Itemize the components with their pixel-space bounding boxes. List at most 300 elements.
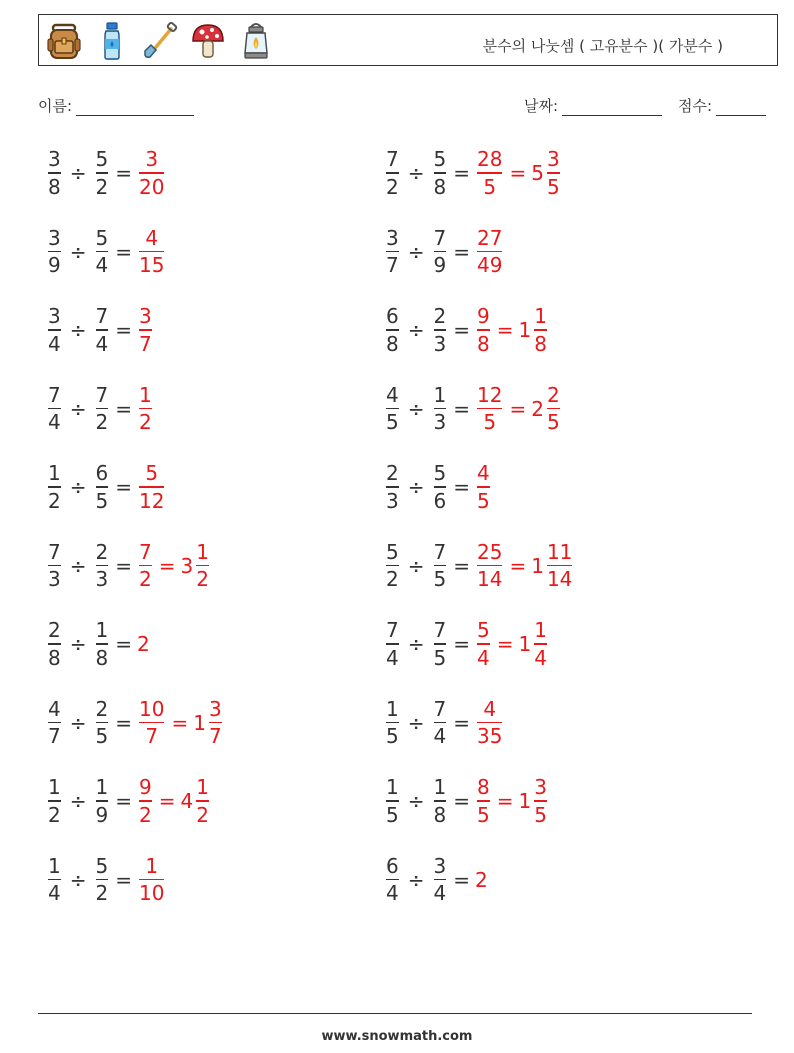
fraction-bar bbox=[534, 329, 547, 331]
numerator: 1 bbox=[433, 775, 447, 800]
header-box bbox=[38, 14, 778, 66]
divide-sign: ÷ bbox=[407, 789, 425, 813]
mixed-fraction bbox=[547, 540, 572, 592]
problem-item bbox=[384, 534, 574, 598]
numerator: 4 bbox=[386, 382, 399, 407]
dividend-fraction bbox=[48, 461, 61, 513]
denominator: 7 bbox=[139, 331, 152, 356]
equals-sign: = bbox=[453, 396, 470, 421]
lantern-icon bbox=[237, 21, 275, 61]
problem-item bbox=[46, 455, 166, 519]
equals-sign: = bbox=[453, 553, 470, 578]
dividend-fraction bbox=[48, 618, 61, 670]
fraction-bar bbox=[196, 565, 209, 567]
numerator: 3 bbox=[208, 696, 222, 721]
fraction-bar bbox=[96, 879, 109, 881]
answer-fraction bbox=[139, 461, 164, 513]
denominator: 8 bbox=[433, 174, 447, 199]
denominator: 5 bbox=[95, 488, 109, 513]
dividend-fraction bbox=[386, 697, 399, 749]
equals-sign: = bbox=[115, 867, 132, 892]
shovel-icon bbox=[141, 21, 179, 61]
fraction-bar bbox=[48, 486, 61, 488]
numerator: 9 bbox=[477, 304, 490, 329]
dividend-fraction bbox=[48, 147, 61, 199]
fraction-bar bbox=[477, 251, 502, 253]
fraction-bar bbox=[48, 172, 61, 174]
fraction-bar bbox=[139, 486, 164, 488]
fraction-bar bbox=[477, 486, 490, 488]
answer-fraction bbox=[477, 540, 502, 592]
denominator: 5 bbox=[477, 802, 490, 827]
equals-sign: = bbox=[496, 632, 514, 656]
denominator: 4 bbox=[477, 645, 490, 670]
answer-fraction bbox=[139, 383, 152, 435]
divisor-fraction bbox=[434, 697, 447, 749]
fraction-bar bbox=[48, 251, 61, 253]
fraction-bar bbox=[209, 722, 222, 724]
problem-item bbox=[384, 377, 562, 441]
numerator: 5 bbox=[145, 461, 159, 486]
fraction-bar bbox=[386, 408, 399, 410]
divide-sign: ÷ bbox=[407, 867, 425, 892]
denominator: 7 bbox=[208, 724, 222, 749]
numerator: 5 bbox=[95, 853, 109, 878]
answer-fraction bbox=[139, 304, 152, 356]
fraction-bar bbox=[477, 172, 502, 174]
denominator: 2 bbox=[386, 174, 399, 199]
numerator: 3 bbox=[139, 304, 152, 329]
answer bbox=[475, 383, 562, 435]
fraction-bar bbox=[434, 172, 447, 174]
numerator: 27 bbox=[477, 225, 503, 250]
denominator: 5 bbox=[433, 567, 447, 592]
equals-sign: = bbox=[509, 161, 527, 185]
answer-whole: 2 bbox=[137, 632, 150, 656]
fraction-bar bbox=[477, 643, 490, 645]
equals-sign: = bbox=[115, 632, 132, 656]
numerator: 5 bbox=[433, 147, 447, 172]
divisor-fraction bbox=[434, 383, 447, 435]
denominator: 5 bbox=[386, 802, 399, 827]
equals-sign: = bbox=[115, 239, 132, 264]
numerator: 4 bbox=[48, 696, 61, 721]
numerator: 6 bbox=[386, 853, 399, 878]
mushroom-icon bbox=[189, 21, 227, 61]
denominator: 5 bbox=[477, 488, 490, 513]
dividend-fraction bbox=[48, 226, 61, 278]
numerator: 5 bbox=[95, 225, 109, 250]
fraction-bar bbox=[386, 251, 399, 253]
denominator: 2 bbox=[95, 410, 109, 435]
denominator: 4 bbox=[433, 724, 447, 749]
dividend-fraction bbox=[48, 383, 61, 435]
denominator: 5 bbox=[433, 645, 447, 670]
numerator: 6 bbox=[95, 461, 109, 486]
answer-fraction bbox=[477, 461, 490, 513]
numerator: 1 bbox=[196, 775, 209, 800]
denominator: 8 bbox=[48, 645, 61, 670]
mixed-whole: 2 bbox=[531, 396, 544, 421]
denominator: 5 bbox=[534, 802, 547, 827]
divide-sign: ÷ bbox=[69, 710, 87, 735]
divisor-fraction bbox=[96, 147, 109, 199]
numerator: 3 bbox=[48, 225, 61, 250]
problem-item bbox=[384, 612, 549, 676]
denominator: 9 bbox=[48, 253, 61, 278]
fraction-bar bbox=[386, 722, 399, 724]
answer bbox=[137, 854, 166, 906]
equals-sign: = bbox=[453, 867, 470, 892]
fraction-bar bbox=[48, 643, 61, 645]
numerator: 2 bbox=[48, 618, 61, 643]
numerator: 1 bbox=[139, 382, 152, 407]
mixed-whole: 1 bbox=[518, 789, 532, 813]
denominator: 9 bbox=[433, 253, 447, 278]
numerator: 1 bbox=[95, 775, 109, 800]
divide-sign: ÷ bbox=[407, 710, 425, 735]
numerator: 9 bbox=[139, 775, 152, 800]
numerator: 5 bbox=[95, 147, 109, 172]
equals-sign: = bbox=[453, 239, 470, 264]
equals-sign: = bbox=[509, 396, 527, 421]
denominator: 4 bbox=[386, 645, 399, 670]
answer-fraction bbox=[477, 697, 502, 749]
mixed-fraction bbox=[209, 697, 222, 749]
denominator: 49 bbox=[477, 253, 503, 278]
mixed-whole: 1 bbox=[518, 318, 532, 342]
fraction-bar bbox=[139, 408, 152, 410]
fraction-bar bbox=[139, 565, 152, 567]
fraction-bar bbox=[434, 800, 447, 802]
numerator: 25 bbox=[477, 539, 503, 564]
dividend-fraction bbox=[386, 147, 399, 199]
numerator: 1 bbox=[386, 696, 399, 721]
denominator: 8 bbox=[95, 645, 109, 670]
fraction-bar bbox=[434, 408, 447, 410]
divisor-fraction bbox=[96, 383, 109, 435]
fraction-bar bbox=[48, 879, 61, 881]
numerator: 4 bbox=[477, 461, 490, 486]
divisor-fraction bbox=[434, 226, 447, 278]
numerator: 4 bbox=[145, 225, 159, 250]
fraction-bar bbox=[48, 565, 61, 567]
numerator: 3 bbox=[534, 775, 547, 800]
problem-item bbox=[384, 848, 488, 912]
denominator: 8 bbox=[477, 331, 490, 356]
mixed-whole: 1 bbox=[193, 710, 206, 735]
mixed-whole: 3 bbox=[180, 553, 194, 578]
numerator: 7 bbox=[48, 382, 61, 407]
numerator: 1 bbox=[48, 853, 61, 878]
numerator: 10 bbox=[139, 696, 165, 721]
numerator: 12 bbox=[477, 382, 503, 407]
numerator: 2 bbox=[95, 539, 109, 564]
dividend-fraction bbox=[386, 304, 399, 356]
mixed-fraction bbox=[534, 618, 547, 670]
mixed-fraction bbox=[534, 775, 547, 827]
divisor-fraction bbox=[96, 618, 109, 670]
denominator: 2 bbox=[139, 567, 152, 592]
divisor-fraction bbox=[434, 461, 447, 513]
answer-fraction bbox=[477, 618, 490, 670]
divide-sign: ÷ bbox=[69, 632, 87, 656]
divide-sign: ÷ bbox=[69, 789, 87, 813]
divide-sign: ÷ bbox=[407, 396, 425, 421]
fraction-bar bbox=[48, 722, 61, 724]
answer bbox=[137, 775, 211, 827]
fraction-bar bbox=[48, 329, 61, 331]
answer bbox=[475, 697, 504, 749]
denominator: 9 bbox=[95, 802, 109, 827]
answer bbox=[475, 226, 504, 278]
equals-sign: = bbox=[509, 553, 527, 578]
problem-item bbox=[46, 612, 150, 676]
dividend-fraction bbox=[48, 775, 61, 827]
numerator: 7 bbox=[433, 539, 447, 564]
fraction-bar bbox=[434, 486, 447, 488]
numerator: 2 bbox=[546, 382, 560, 407]
answer bbox=[137, 632, 150, 656]
fraction-bar bbox=[48, 800, 61, 802]
denominator: 3 bbox=[433, 410, 447, 435]
equals-sign: = bbox=[453, 789, 470, 813]
answer bbox=[137, 697, 224, 749]
answer-fraction bbox=[477, 775, 490, 827]
denominator: 4 bbox=[534, 645, 547, 670]
fraction-bar bbox=[386, 329, 399, 331]
water-bottle-icon bbox=[93, 21, 131, 61]
problem-item bbox=[384, 691, 504, 755]
numerator: 5 bbox=[433, 461, 447, 486]
score-blank bbox=[716, 101, 766, 116]
denominator: 12 bbox=[139, 488, 165, 513]
answer-whole: 2 bbox=[475, 867, 488, 892]
numerator: 1 bbox=[534, 618, 547, 643]
fraction-bar bbox=[139, 172, 164, 174]
numerator: 7 bbox=[95, 382, 109, 407]
answer bbox=[475, 304, 549, 356]
denominator: 2 bbox=[196, 802, 209, 827]
numerator: 1 bbox=[534, 304, 547, 329]
fraction-bar bbox=[96, 800, 109, 802]
numerator: 1 bbox=[95, 618, 109, 643]
fraction-bar bbox=[139, 722, 164, 724]
denominator: 7 bbox=[48, 724, 61, 749]
numerator: 7 bbox=[433, 225, 447, 250]
dividend-fraction bbox=[386, 383, 399, 435]
fraction-bar bbox=[96, 486, 109, 488]
divisor-fraction bbox=[96, 854, 109, 906]
answer-fraction bbox=[139, 697, 164, 749]
dividend-fraction bbox=[48, 854, 61, 906]
date-label: 날짜: bbox=[524, 97, 559, 115]
denominator: 5 bbox=[546, 174, 560, 199]
numerator: 2 bbox=[433, 304, 447, 329]
divisor-fraction bbox=[96, 540, 109, 592]
denominator: 20 bbox=[139, 174, 165, 199]
numerator: 3 bbox=[48, 147, 61, 172]
denominator: 8 bbox=[386, 331, 399, 356]
divisor-fraction bbox=[96, 226, 109, 278]
answer bbox=[137, 461, 166, 513]
name-label: 이름: bbox=[38, 97, 73, 115]
denominator: 7 bbox=[145, 724, 159, 749]
divisor-fraction bbox=[96, 775, 109, 827]
divide-sign: ÷ bbox=[407, 318, 425, 342]
mixed-fraction bbox=[547, 147, 560, 199]
numerator: 11 bbox=[546, 539, 573, 564]
divide-sign: ÷ bbox=[407, 161, 425, 185]
dividend-fraction bbox=[386, 461, 399, 513]
denominator: 4 bbox=[48, 331, 61, 356]
dividend-fraction bbox=[386, 775, 399, 827]
equals-sign: = bbox=[453, 161, 470, 185]
fraction-bar bbox=[386, 565, 399, 567]
denominator: 8 bbox=[48, 174, 61, 199]
numerator: 1 bbox=[386, 775, 399, 800]
fraction-bar bbox=[139, 800, 152, 802]
mixed-fraction bbox=[196, 540, 209, 592]
numerator: 1 bbox=[145, 853, 159, 878]
denominator: 3 bbox=[95, 567, 109, 592]
divisor-fraction bbox=[434, 540, 447, 592]
equals-sign: = bbox=[115, 396, 132, 421]
name-blank bbox=[76, 101, 194, 116]
problem-item bbox=[46, 377, 154, 441]
denominator: 2 bbox=[48, 488, 61, 513]
fraction-bar bbox=[477, 800, 490, 802]
equals-sign: = bbox=[496, 789, 514, 813]
fraction-bar bbox=[96, 251, 109, 253]
divide-sign: ÷ bbox=[407, 553, 425, 578]
header-icons bbox=[45, 19, 275, 63]
numerator: 1 bbox=[196, 539, 209, 564]
equals-sign: = bbox=[453, 475, 470, 499]
fraction-bar bbox=[386, 172, 399, 174]
numerator: 7 bbox=[139, 539, 152, 564]
fraction-bar bbox=[96, 643, 109, 645]
divide-sign: ÷ bbox=[407, 475, 425, 499]
fraction-bar bbox=[139, 879, 164, 881]
fraction-bar bbox=[48, 408, 61, 410]
answer bbox=[137, 304, 154, 356]
divisor-fraction bbox=[96, 697, 109, 749]
divisor-fraction bbox=[434, 147, 447, 199]
divide-sign: ÷ bbox=[69, 475, 87, 499]
date-blank bbox=[562, 101, 662, 116]
denominator: 2 bbox=[95, 881, 109, 906]
backpack-icon bbox=[45, 21, 83, 61]
fraction-bar bbox=[139, 329, 152, 331]
denominator: 4 bbox=[386, 881, 399, 906]
worksheet-title: 분수의 나눗셈 ( 고유분수 )( 가분수 ) bbox=[482, 37, 723, 55]
numerator: 7 bbox=[433, 696, 447, 721]
fraction-bar bbox=[386, 486, 399, 488]
divide-sign: ÷ bbox=[69, 161, 87, 185]
fraction-bar bbox=[196, 800, 209, 802]
mixed-fraction bbox=[196, 775, 209, 827]
denominator: 3 bbox=[48, 567, 61, 592]
denominator: 5 bbox=[95, 724, 109, 749]
mixed-whole: 1 bbox=[531, 553, 544, 578]
divide-sign: ÷ bbox=[69, 318, 87, 342]
problem-item bbox=[384, 769, 549, 833]
problem-item bbox=[46, 220, 166, 284]
denominator: 14 bbox=[477, 567, 503, 592]
denominator: 2 bbox=[386, 567, 399, 592]
equals-sign: = bbox=[158, 553, 176, 578]
fraction-bar bbox=[434, 722, 447, 724]
equals-sign: = bbox=[171, 710, 189, 735]
divide-sign: ÷ bbox=[69, 396, 87, 421]
denominator: 4 bbox=[95, 331, 109, 356]
equals-sign: = bbox=[115, 710, 132, 735]
denominator: 4 bbox=[48, 410, 61, 435]
fraction-bar bbox=[96, 172, 109, 174]
problem-item bbox=[46, 298, 154, 362]
denominator: 5 bbox=[483, 174, 497, 199]
denominator: 2 bbox=[48, 802, 61, 827]
answer bbox=[475, 775, 549, 827]
numerator: 8 bbox=[477, 775, 490, 800]
date-field bbox=[524, 95, 662, 116]
answer bbox=[475, 461, 492, 513]
fraction-bar bbox=[434, 251, 447, 253]
denominator: 5 bbox=[386, 410, 399, 435]
fraction-bar bbox=[386, 643, 399, 645]
fraction-bar bbox=[96, 329, 109, 331]
answer-fraction bbox=[139, 226, 164, 278]
answer bbox=[475, 618, 549, 670]
fraction-bar bbox=[534, 643, 547, 645]
answer-fraction bbox=[139, 540, 152, 592]
fraction-bar bbox=[547, 408, 560, 410]
mixed-whole: 1 bbox=[518, 632, 532, 656]
dividend-fraction bbox=[48, 304, 61, 356]
answer-fraction bbox=[477, 304, 490, 356]
score-field bbox=[678, 95, 766, 116]
score-label: 점수: bbox=[678, 97, 713, 115]
numerator: 7 bbox=[386, 618, 399, 643]
dividend-fraction bbox=[386, 854, 399, 906]
numerator: 1 bbox=[48, 775, 61, 800]
divisor-fraction bbox=[96, 461, 109, 513]
fraction-bar bbox=[534, 800, 547, 802]
numerator: 2 bbox=[95, 696, 109, 721]
divide-sign: ÷ bbox=[69, 239, 87, 264]
denominator: 4 bbox=[48, 881, 61, 906]
fraction-bar bbox=[139, 251, 164, 253]
numerator: 5 bbox=[477, 618, 490, 643]
fraction-bar bbox=[96, 565, 109, 567]
dividend-fraction bbox=[386, 618, 399, 670]
equals-sign: = bbox=[115, 161, 132, 185]
fraction-bar bbox=[477, 722, 502, 724]
problem-item bbox=[384, 298, 549, 362]
answer bbox=[137, 226, 166, 278]
mixed-fraction bbox=[534, 304, 547, 356]
numerator: 7 bbox=[386, 147, 399, 172]
denominator: 10 bbox=[139, 881, 165, 906]
numerator: 5 bbox=[386, 539, 399, 564]
fraction-bar bbox=[547, 172, 560, 174]
fraction-bar bbox=[477, 329, 490, 331]
fraction-bar bbox=[547, 565, 572, 567]
numerator: 3 bbox=[386, 225, 399, 250]
answer bbox=[137, 383, 154, 435]
equals-sign: = bbox=[453, 710, 470, 735]
